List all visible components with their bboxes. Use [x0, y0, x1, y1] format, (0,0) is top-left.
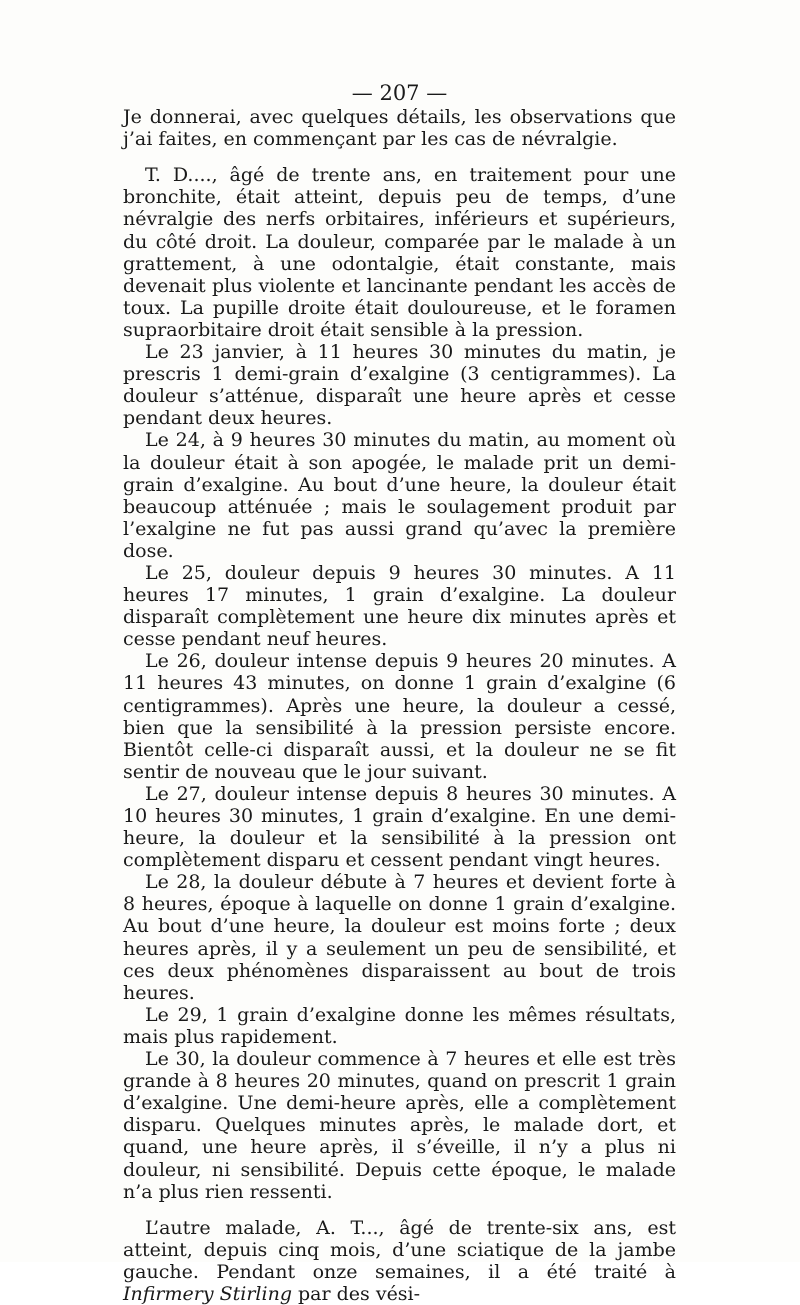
entry-25: Le 25, douleur depuis 9 heures 30 minutes. A 11 heures 17 minutes, 1 grain d’exalgine. La douleur disparaît complètement une heure dix minutes après et cesse pendant neuf heures. [123, 561, 676, 651]
page-number: — 207 — [351, 81, 448, 105]
case-description-paragraph: T. D...., âgé de trente ans, en traitement pour une bronchite, était atteint, depuis peu de temps, d’une névralgie des nerfs orbitaires, inférieurs et supérieurs, du côté droit. La douleur, comparée par le malade à un grattement, à une odontalgie, était constante, mais devenait plus violente et lancinante pendant les accès de toux. La pupille droite était douloureuse, et le foramen supraorbitaire droit était sensible à la pression. [123, 164, 676, 341]
second-case-paragraph [123, 1217, 676, 1305]
second-case-text-end: par des vési- [291, 1282, 421, 1305]
entry-24: Le 24, à 9 heures 30 minutes du matin, au moment où la douleur était à son apogée, le malade prit un demi-grain d’exalgine. Au bout d’une heure, la douleur était beaucoup atténuée ; mais le soulagement produit par l’exalgine ne fut pas aussi grand qu’avec la première dose. [123, 429, 676, 562]
entry-26: Le 26, douleur intense depuis 9 heures 20 minutes. A 11 heures 43 minutes, on donne 1 grain d’exalgine (6 centigrammes). Après une heure, la douleur a cessé, bien que la sensibilité à la pression persiste encore. Bientôt celle-ci disparaît aussi, et la douleur ne se fit sentir de nouveau que le jour suivant. [123, 650, 676, 783]
entry-30: Le 30, la douleur commence à 7 heures et elle est très grande à 8 heures 20 minutes, quand on prescrit 1 grain d’exalgine. Une demi-heure après, elle a complètement disparu. Quelques minutes après, le malade dort, et quand, une heure après, il s’éveille, il n’y a plus ni douleur, ni sensibilité. Depuis cette époque, le malade n’a plus rien ressenti. [123, 1048, 676, 1203]
entry-29: Le 29, 1 grain d’exalgine donne les mêmes résultats, mais plus rapidement. [123, 1003, 676, 1048]
entry-28: Le 28, la douleur débute à 7 heures et devient forte à 8 heures, époque à laquelle on donne 1 grain d’exalgine. Au bout d’une heure, la douleur est moins forte ; deux heures après, il y a seulement un peu de sensibilité, et ces deux phénomènes disparaissent au bout de trois heures. [123, 871, 676, 1004]
entry-27: Le 27, douleur intense depuis 8 heures 30 minutes. A 10 heures 30 minutes, 1 grain d’exalgine. En une demi-heure, la douleur et la sensibilité à la pression ont complètement disparu et cessent pendant vingt heures. [123, 782, 676, 872]
entry-23-january: Le 23 janvier, à 11 heures 30 minutes du matin, je prescris 1 demi-grain d’exalgine (3 centigrammes). La douleur s’atténue, disparaît une heure après et cesse pendant deux heures. [123, 341, 676, 430]
intro-paragraph: Je donnerai, avec quelques détails, les observations que j’ai faites, en commençant par les cas de névralgie. [123, 106, 676, 151]
page-text [123, 82, 676, 1305]
second-case-text-start: L’autre malade, A. T..., âgé de trente-six ans, est atteint, depuis cinq mois, d’une sciatique de la jambe gauche. Pendant onze semaines, il a été traité à [123, 1216, 676, 1283]
infirmary-name: Infirmery Stirling [123, 1282, 292, 1305]
